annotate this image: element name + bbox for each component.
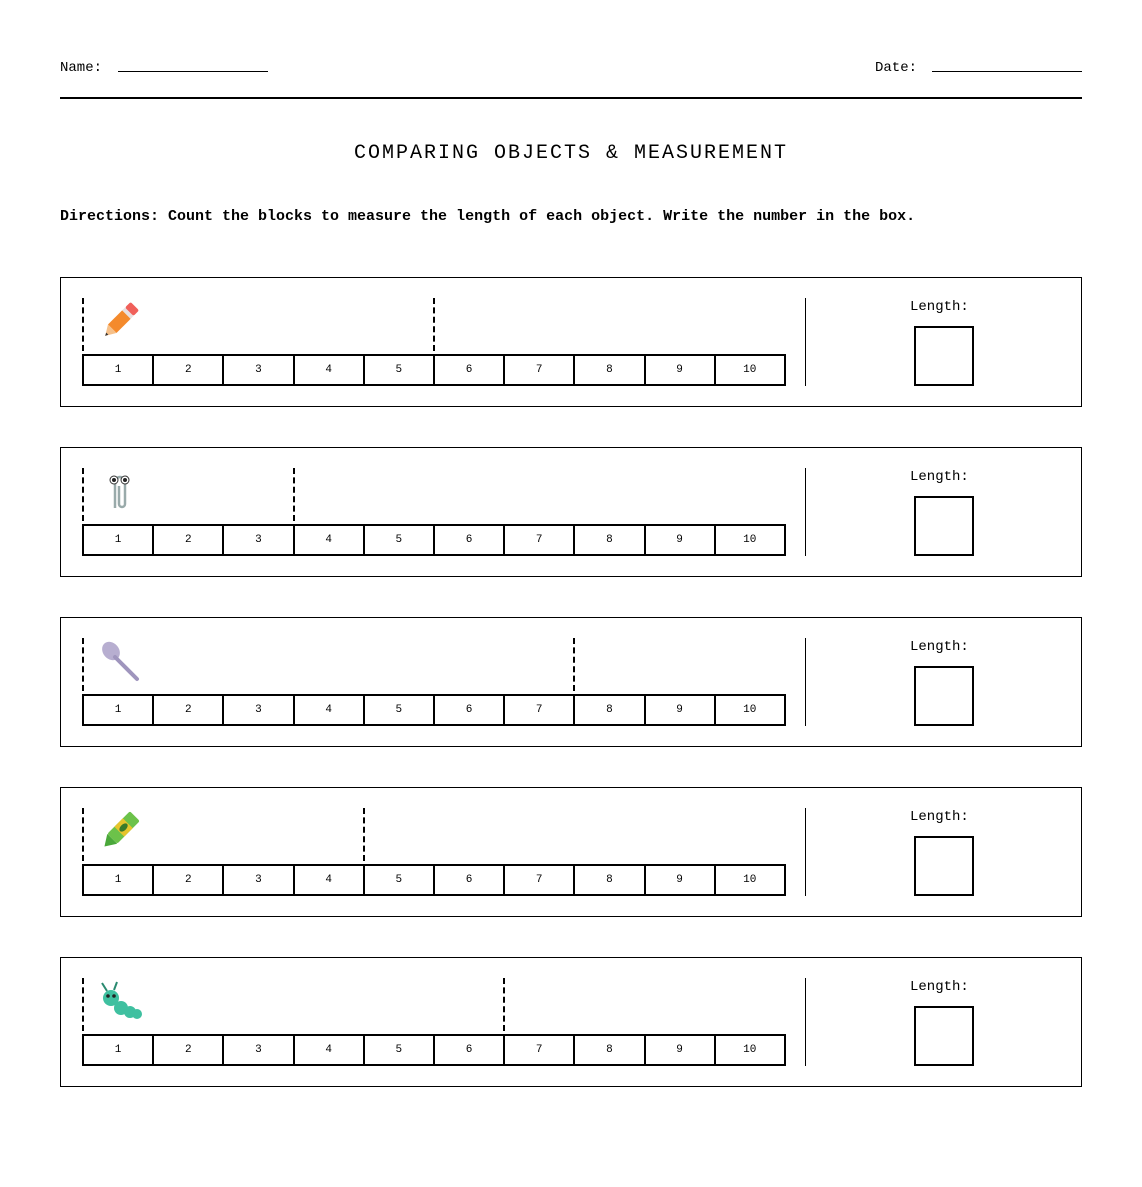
ruler-block: 10 — [743, 704, 757, 716]
ruler-block: 8 — [575, 696, 645, 724]
block-ruler — [82, 694, 786, 726]
ruler-block: 8 — [575, 866, 645, 894]
divider — [805, 978, 806, 1066]
ruler-block: 6 — [435, 1036, 505, 1064]
ruler-block: 10 — [743, 534, 757, 546]
ruler-block: 4 — [295, 1036, 365, 1064]
ruler-block: 4 — [295, 696, 365, 724]
ruler-block: 10 — [743, 364, 757, 376]
length-answer-box[interactable] — [914, 666, 974, 726]
pencil-icon — [97, 298, 143, 344]
ruler-block: 9 — [646, 866, 716, 894]
length-label: Length: — [910, 299, 969, 315]
ruler-block: 3 — [224, 696, 294, 724]
header-divider — [60, 97, 1082, 99]
length-answer-box[interactable] — [914, 1006, 974, 1066]
length-answer-box[interactable] — [914, 836, 974, 896]
name-label: Name: — [60, 60, 103, 76]
ruler-block: 9 — [646, 696, 716, 724]
end-marker — [503, 978, 505, 1031]
ruler-block: 5 — [365, 356, 435, 384]
ruler-block: 3 — [224, 356, 294, 384]
ruler-block: 5 — [365, 696, 435, 724]
ruler-block: 1 — [84, 1036, 154, 1064]
length-label: Length: — [910, 979, 969, 995]
ruler-block: 10 — [743, 1044, 757, 1056]
divider — [805, 298, 806, 386]
ruler-block: 1 — [84, 866, 154, 894]
start-marker — [82, 978, 84, 1031]
length-label: Length: — [910, 809, 969, 825]
ruler-block: 5 — [365, 1036, 435, 1064]
page-title: COMPARING OBJECTS & MEASUREMENT — [353, 142, 789, 165]
end-marker — [433, 298, 435, 351]
ruler-block: 9 — [646, 526, 716, 554]
caterpillar-icon — [97, 978, 143, 1024]
ruler-block: 6 — [435, 526, 505, 554]
ruler-block: 6 — [435, 866, 505, 894]
crayon-icon — [97, 808, 143, 854]
ruler-block: 10 — [743, 874, 757, 886]
ruler-block: 2 — [154, 866, 224, 894]
ruler-block: 2 — [154, 1036, 224, 1064]
start-marker — [82, 298, 84, 351]
end-marker — [293, 468, 295, 521]
ruler-block: 2 — [154, 696, 224, 724]
ruler-block: 7 — [505, 1036, 575, 1064]
ruler-block: 4 — [295, 526, 365, 554]
ruler-block: 7 — [505, 526, 575, 554]
length-label: Length: — [910, 639, 969, 655]
ruler-block: 3 — [224, 866, 294, 894]
ruler-block: 7 — [505, 866, 575, 894]
ruler-block: 1 — [84, 696, 154, 724]
divider — [805, 808, 806, 896]
paperclip-icon — [97, 468, 143, 514]
length-label: Length: — [910, 469, 969, 485]
ruler-block: 2 — [154, 526, 224, 554]
directions: Directions: Count the blocks to measure the length of each object. Write the number in the box. — [60, 208, 916, 225]
measure-card-pencil — [60, 277, 1082, 407]
ruler-block: 8 — [575, 356, 645, 384]
measure-card-paperclip — [60, 447, 1082, 577]
length-answer-box[interactable] — [914, 496, 974, 556]
ruler-block: 8 — [575, 1036, 645, 1064]
block-ruler — [82, 524, 786, 556]
ruler-block: 3 — [224, 1036, 294, 1064]
start-marker — [82, 638, 84, 691]
measure-card-spoon — [60, 617, 1082, 747]
ruler-block: 5 — [365, 526, 435, 554]
end-marker — [573, 638, 575, 691]
ruler-block: 1 — [84, 356, 154, 384]
start-marker — [82, 468, 84, 521]
date-label: Date: — [875, 60, 918, 76]
ruler-block: 3 — [224, 526, 294, 554]
date-field[interactable] — [932, 71, 1082, 72]
start-marker — [82, 808, 84, 861]
name-field[interactable] — [118, 71, 268, 72]
length-answer-box[interactable] — [914, 326, 974, 386]
ruler-block: 6 — [435, 696, 505, 724]
measure-card-crayon — [60, 787, 1082, 917]
ruler-block: 6 — [435, 356, 505, 384]
divider — [805, 638, 806, 726]
measure-card-caterpillar — [60, 957, 1082, 1087]
ruler-block: 2 — [154, 356, 224, 384]
divider — [805, 468, 806, 556]
ruler-block: 9 — [646, 356, 716, 384]
ruler-block: 4 — [295, 356, 365, 384]
block-ruler — [82, 864, 786, 896]
ruler-block: 7 — [505, 356, 575, 384]
end-marker — [363, 808, 365, 861]
ruler-block: 8 — [575, 526, 645, 554]
ruler-block: 9 — [646, 1036, 716, 1064]
block-ruler — [82, 1034, 786, 1066]
ruler-block: 7 — [505, 696, 575, 724]
ruler-block: 5 — [365, 866, 435, 894]
ruler-block: 1 — [84, 526, 154, 554]
spoon-icon — [97, 638, 143, 684]
ruler-block: 4 — [295, 866, 365, 894]
block-ruler — [82, 354, 786, 386]
